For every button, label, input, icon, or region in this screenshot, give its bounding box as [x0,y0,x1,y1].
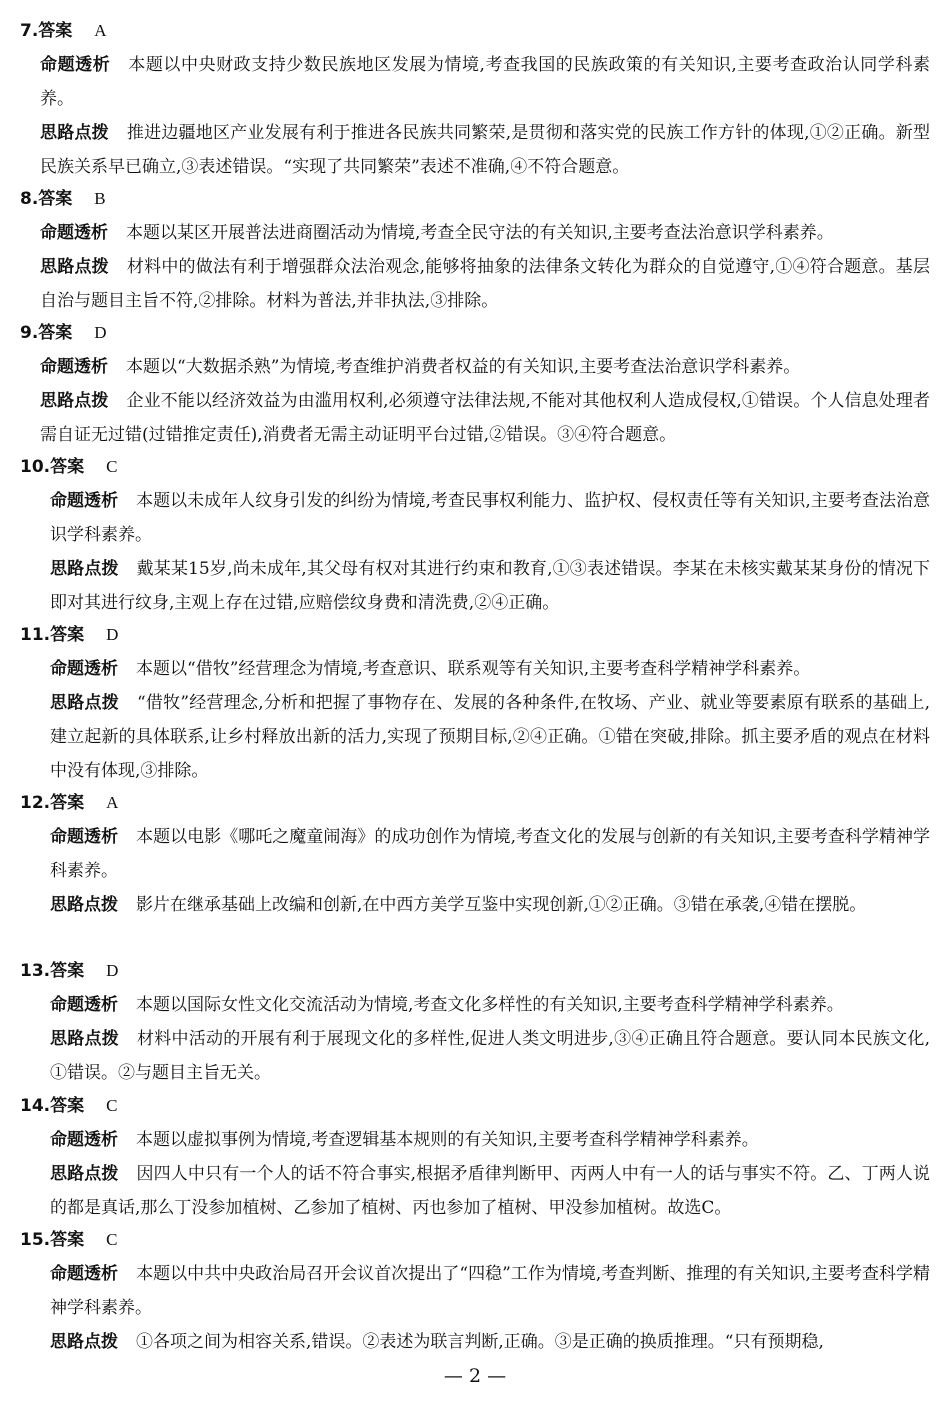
analysis-label: 命题透析 [50,659,118,679]
hint-text: 影片在继承基础上改编和创新,在中西方美学互鉴中实现创新,①②正确。③错在承袭,④错在摆脱。 [136,895,867,915]
question-number: 10. [20,457,51,477]
analysis-text: 本题以“大数据杀熟”为情境,考查维护消费者权益的有关知识,主要考查法治意识学科素养。 [126,357,801,377]
analysis-text: 本题以“借牧”经营理念为情境,考查意识、联系观等有关知识,主要考查科学精神学科素养。 [136,659,811,679]
analysis-text: 本题以未成年人纹身引发的纠纷为情境,考查民事权利能力、监护权、侵权责任等有关知识,主要考查法治意识学科素养。 [50,491,930,545]
page-number: — 2 — [443,1365,507,1387]
hint-paragraph [40,116,930,184]
answer-label: 答案 [38,323,73,343]
answer-value: C [106,1230,118,1249]
answer-label: 答案 [50,793,85,813]
hint-label: 思路点拨 [50,1332,118,1352]
question-number: 14. [20,1096,51,1116]
answer-label: 答案 [50,1096,85,1116]
analysis-text: 本题以某区开展普法进商圈活动为情境,考查全民守法的有关知识,主要考查法治意识学科素养。 [126,223,834,243]
hint-paragraph [50,686,930,788]
hint-paragraph [40,250,930,318]
analysis-text: 本题以中共中央政治局召开会议首次提出了“四稳”工作为情境,考查判断、推理的有关知识,主要考查科学精神学科素养。 [50,1264,930,1318]
hint-text: “借牧”经营理念,分析和把握了事物存在、发展的各种条件,在牧场、产业、就业等要素原有联系的基础上,建立起新的具体联系,让乡村释放出新的活力,实现了预期目标,②④正确。①错在突破,排除。抓主要矛盾的观点在材料中没有体现,③排除。 [50,693,931,781]
question-number: 13. [20,961,51,981]
question-header [20,960,118,982]
answer-label: 答案 [50,1230,85,1250]
hint-paragraph [50,1022,930,1090]
analysis-paragraph [50,652,930,686]
hint-label: 思路点拨 [50,895,118,915]
analysis-label: 命题透析 [40,55,111,75]
answer-value: C [106,1096,118,1115]
question-number: 12. [20,793,51,813]
hint-text: 戴某某15岁,尚未成年,其父母有权对其进行约束和教育,①③表述错误。李某在未核实戴某某身份的情况下即对其进行纹身,主观上存在过错,应赔偿纹身费和清洗费,②④正确。 [50,559,930,613]
analysis-paragraph [50,1257,930,1325]
hint-text: 推进边疆地区产业发展有利于推进各民族共同繁荣,是贯彻和落实党的民族工作方针的体现,①②正确。新型民族关系早已确立,③表述错误。“实现了共同繁荣”表述不准确,④不符合题意。 [40,123,931,177]
question-header [20,624,118,646]
answer-value: A [106,793,119,812]
analysis-label: 命题透析 [50,491,119,511]
question-header [20,188,106,210]
analysis-paragraph [40,350,930,384]
answer-value: C [106,457,118,476]
question-header [20,1095,117,1117]
analysis-paragraph [50,1123,930,1157]
hint-label: 思路点拨 [50,1164,119,1184]
hint-label: 思路点拨 [40,257,109,277]
analysis-text: 本题以中央财政支持少数民族地区发展为情境,考查我国的民族政策的有关知识,主要考查政治认同学科素养。 [40,55,931,109]
analysis-label: 命题透析 [50,827,119,847]
question-header [20,1229,117,1251]
answer-label: 答案 [50,457,85,477]
hint-label: 思路点拨 [40,391,109,411]
analysis-label: 命题透析 [40,357,108,377]
hint-paragraph [40,384,930,452]
analysis-paragraph [50,484,930,552]
answer-value: D [94,323,107,342]
analysis-label: 命题透析 [50,1264,119,1284]
analysis-paragraph [50,820,930,888]
hint-paragraph [50,552,930,620]
analysis-text: 本题以国际女性文化交流活动为情境,考查文化多样性的有关知识,主要考查科学精神学科素养。 [136,995,844,1015]
question-header [20,20,107,42]
question-number: 8. [20,189,39,209]
question-header [20,456,117,478]
analysis-paragraph [50,988,930,1022]
question-header [20,792,118,814]
analysis-text: 本题以电影《哪吒之魔童闹海》的成功创作为情境,考查文化的发展与创新的有关知识,主要考查科学精神学科素养。 [50,827,930,881]
hint-text: 材料中的做法有利于增强群众法治观念,能够将抽象的法律条文转化为群众的自觉遵守,①④符合题意。基层自治与题目主旨不符,②排除。材料为普法,并非执法,③排除。 [40,257,931,311]
analysis-text: 本题以虚拟事例为情境,考查逻辑基本规则的有关知识,主要考查科学精神学科素养。 [136,1130,759,1150]
question-number: 9. [20,323,39,343]
answer-value: A [94,21,107,40]
hint-paragraph [50,1157,930,1225]
answer-label: 答案 [50,625,85,645]
analysis-paragraph [40,216,930,250]
hint-text: 材料中活动的开展有利于展现文化的多样性,促进人类文明进步,③④正确且符合题意。要认同本民族文化,①错误。②与题目主旨无关。 [50,1029,931,1083]
analysis-label: 命题透析 [40,223,108,243]
hint-paragraph [50,1325,930,1359]
answer-value: B [94,189,106,208]
hint-text: 企业不能以经济效益为由滥用权利,必须遵守法律法规,不能对其他权利人造成侵权,①错误。个人信息处理者需自证无过错(过错推定责任),消费者无需主动证明平台过错,②错误。③④符合题意。 [40,391,930,445]
answer-label: 答案 [38,189,73,209]
question-number: 7. [20,21,39,41]
analysis-label: 命题透析 [50,995,118,1015]
hint-label: 思路点拨 [50,1029,120,1049]
answer-value: D [106,625,119,644]
hint-text: ①各项之间为相容关系,错误。②表述为联言判断,正确。③是正确的换质推理。“只有预期稳, [136,1332,824,1352]
answer-label: 答案 [38,21,73,41]
answer-label: 答案 [50,961,85,981]
analysis-label: 命题透析 [50,1130,118,1150]
question-number: 11. [20,625,51,645]
analysis-paragraph [40,48,930,116]
question-number: 15. [20,1230,51,1250]
question-header [20,322,107,344]
answer-value: D [106,961,119,980]
hint-label: 思路点拨 [40,123,109,143]
hint-paragraph [50,888,930,922]
hint-label: 思路点拨 [50,693,119,713]
hint-label: 思路点拨 [50,559,119,579]
hint-text: 因四人中只有一个人的话不符合事实,根据矛盾律判断甲、丙两人中有一人的话与事实不符。乙、丁两人说的都是真话,那么丁没参加植树、乙参加了植树、丙也参加了植树、甲没参加植树。故选C。 [50,1164,930,1218]
